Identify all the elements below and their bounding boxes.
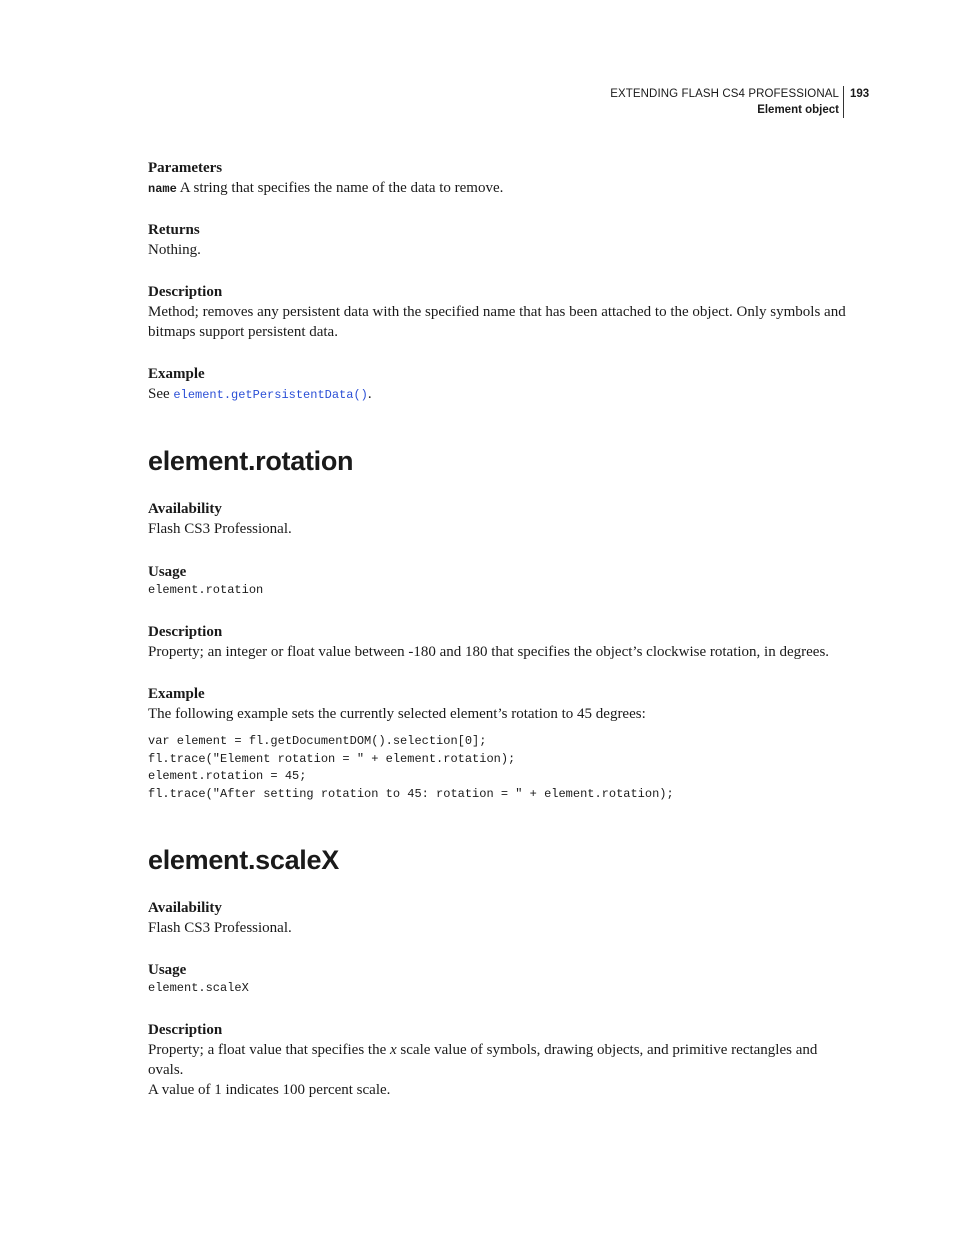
- description-line-2: A value of 1 indicates 100 percent scale.: [148, 1082, 391, 1098]
- rotation-example: [148, 684, 848, 724]
- description-line-1: [148, 1040, 848, 1080]
- chapter-title: Element object: [757, 104, 839, 116]
- example-text: [148, 384, 848, 405]
- returns-section: [148, 220, 848, 260]
- description-section: [148, 282, 848, 342]
- running-header: [560, 86, 844, 118]
- usage-heading: Usage: [148, 962, 187, 978]
- example-heading: Example: [148, 686, 205, 702]
- returns-text: Nothing.: [148, 242, 201, 258]
- availability-heading: Availability: [148, 900, 222, 916]
- example-heading: Example: [148, 366, 205, 382]
- example-text: The following example sets the currently selected element’s rotation to 45 degrees:: [148, 706, 646, 722]
- example-prefix: See: [148, 386, 174, 402]
- description-line-2: bitmaps support persistent data.: [148, 324, 338, 340]
- description-pre: Property; a float value that specifies the: [148, 1042, 390, 1058]
- description-italic-x: x: [390, 1042, 397, 1058]
- section-title-rotation: element.rotation: [148, 446, 354, 476]
- usage-code: element.scaleX: [148, 981, 249, 995]
- availability-text: Flash CS3 Professional.: [148, 920, 292, 936]
- scalex-usage: [148, 960, 848, 998]
- page-number: 193: [850, 88, 870, 100]
- parameters-section: [148, 158, 848, 199]
- returns-heading: Returns: [148, 222, 200, 238]
- code-line: var element = fl.getDocumentDOM().selection[0];: [148, 734, 487, 748]
- code-sample: [148, 733, 848, 803]
- rotation-description: [148, 622, 848, 662]
- scalex-availability: [148, 898, 848, 938]
- description-line-1: Method; removes any persistent data with the specified name that has been attached to the object. Only symbols and: [148, 304, 846, 320]
- code-line: fl.trace("After setting rotation to 45: rotation = " + element.rotation);: [148, 786, 674, 801]
- rotation-availability: [148, 499, 848, 539]
- param-name: name: [148, 182, 177, 196]
- parameters-heading: Parameters: [148, 160, 223, 176]
- param-description: A string that specifies the name of the data to remove.: [176, 180, 504, 196]
- rotation-usage: [148, 562, 848, 600]
- description-heading: Description: [148, 284, 223, 300]
- section-title-scalex: element.scaleX: [148, 845, 339, 875]
- usage-heading: Usage: [148, 564, 187, 580]
- code-line: element.rotation = 45;: [148, 769, 307, 783]
- description-post: scale value of symbols, drawing objects, and primitive rectangles and ovals.: [148, 1042, 818, 1078]
- scalex-description: [148, 1020, 848, 1100]
- example-section: [148, 364, 848, 405]
- description-heading: Description: [148, 624, 223, 640]
- parameter-item: [148, 178, 848, 199]
- availability-text: Flash CS3 Professional.: [148, 521, 292, 537]
- book-title: EXTENDING FLASH CS4 PROFESSIONAL: [610, 88, 839, 100]
- example-suffix: .: [367, 386, 372, 402]
- description-text: Property; an integer or float value between -180 and 180 that specifies the object’s clockwise rotation, in degrees.: [148, 644, 830, 660]
- get-persistent-data-link[interactable]: element.getPersistentData(): [173, 388, 368, 402]
- code-line: fl.trace("Element rotation = " + element.rotation);: [148, 751, 516, 766]
- description-heading: Description: [148, 1022, 223, 1038]
- availability-heading: Availability: [148, 501, 222, 517]
- usage-code: element.rotation: [148, 583, 264, 597]
